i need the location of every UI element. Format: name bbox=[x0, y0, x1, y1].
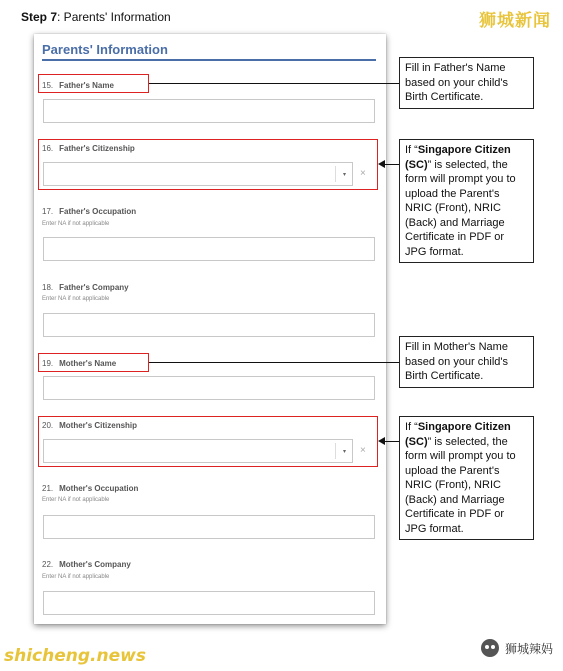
label-father-name: 15. Father's Name bbox=[42, 81, 114, 90]
mother-name-input[interactable] bbox=[43, 376, 375, 400]
label-mother-citizenship: 20. Mother's Citizenship bbox=[42, 421, 138, 430]
chevron-down-icon[interactable]: ▾ bbox=[342, 449, 346, 455]
callout-father-name: Fill in Father's Name based on your child's Birth Certificate. bbox=[399, 57, 534, 109]
label-mother-name: 19. Mother's Name bbox=[42, 359, 117, 368]
clear-father-citizenship-icon[interactable]: × bbox=[360, 168, 366, 179]
hint-father-company: Enter NA if not applicable bbox=[42, 296, 110, 302]
hint-mother-company: Enter NA if not applicable bbox=[42, 574, 110, 580]
highlight-mother-name bbox=[38, 353, 149, 372]
label-father-company: 18. Father's Company bbox=[42, 283, 129, 292]
connector-mother-citizenship bbox=[384, 441, 399, 442]
highlight-father-citizenship bbox=[38, 139, 378, 190]
mother-occupation-input[interactable] bbox=[43, 515, 375, 539]
watermark-bottom-left: shicheng.news bbox=[4, 646, 146, 666]
father-company-input[interactable] bbox=[43, 313, 375, 337]
highlight-father-name bbox=[38, 74, 149, 93]
title-divider bbox=[42, 59, 376, 61]
callout-mother-citizenship: If “Singapore Citizen (SC)” is selected, the form will prompt you to upload the Parent's NRIC (Front), NRIC (Back) and Marriage Certificate in PDF or JPG format. bbox=[399, 416, 534, 540]
label-mother-occupation: 21. Mother's Occupation bbox=[42, 484, 139, 493]
label-father-occupation: 17. Father's Occupation bbox=[42, 207, 137, 216]
form-title: Parents' Information bbox=[42, 42, 168, 57]
father-name-input[interactable] bbox=[43, 99, 375, 123]
hint-father-occupation: Enter NA if not applicable bbox=[42, 221, 110, 227]
parents-information-form bbox=[34, 34, 386, 624]
clear-mother-citizenship-icon[interactable]: × bbox=[360, 445, 366, 456]
connector-father-citizenship bbox=[384, 164, 399, 165]
wechat-icon bbox=[481, 639, 499, 657]
highlight-mother-citizenship bbox=[38, 416, 378, 467]
step-heading: Step 7: Parents' Information bbox=[21, 10, 171, 24]
callout-mother-name: Fill in Mother's Name based on your child's Birth Certificate. bbox=[399, 336, 534, 388]
chevron-down-icon[interactable]: ▾ bbox=[342, 172, 346, 178]
connector-father-name bbox=[149, 83, 399, 84]
label-mother-company: 22. Mother's Company bbox=[42, 560, 131, 569]
hint-mother-occupation: Enter NA if not applicable bbox=[42, 497, 110, 503]
father-occupation-input[interactable] bbox=[43, 237, 375, 261]
mother-company-input[interactable] bbox=[43, 591, 375, 615]
callout-father-citizenship: If “Singapore Citizen (SC)” is selected, the form will prompt you to upload the Parent's NRIC (Front), NRIC (Back) and Marriage Certificate in PDF or JPG format. bbox=[399, 139, 534, 263]
connector-mother-name bbox=[149, 362, 399, 363]
watermark-bottom-right: 狮城辣妈 bbox=[481, 639, 553, 657]
label-father-citizenship: 16. Father's Citizenship bbox=[42, 144, 135, 153]
watermark-top: 狮城新闻 bbox=[479, 11, 551, 31]
